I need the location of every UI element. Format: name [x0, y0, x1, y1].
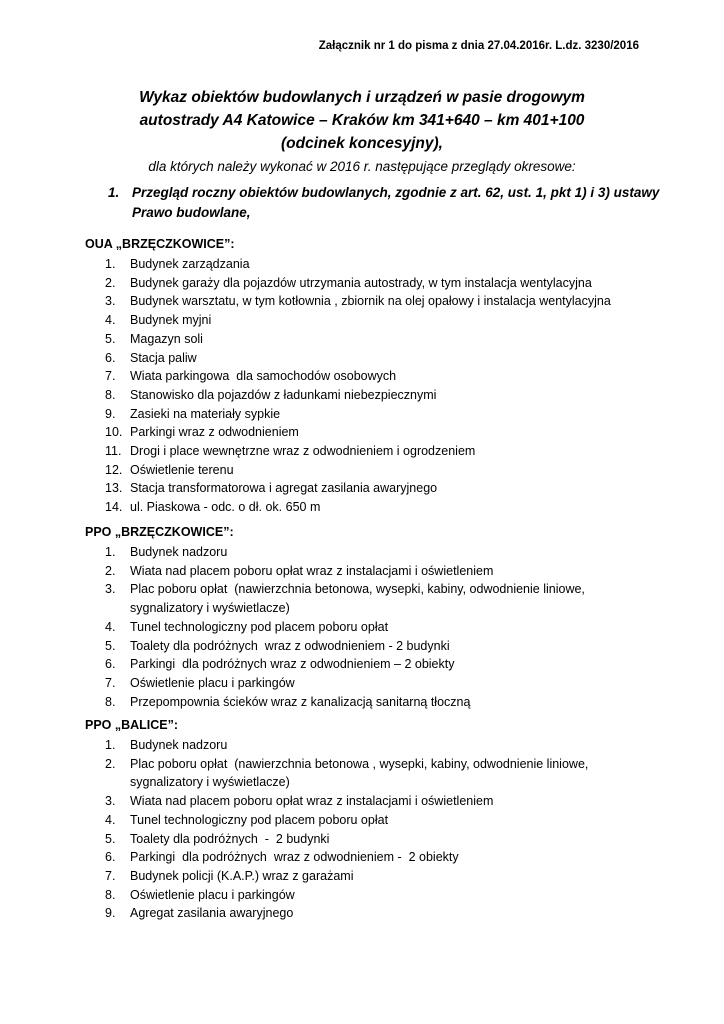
- list-item-number: 5.: [105, 331, 116, 346]
- list-item-number: 3.: [105, 294, 116, 309]
- title-line-3: (odcinek koncesyjny),: [281, 135, 443, 152]
- list-item-number: 6.: [105, 657, 116, 672]
- list-item: [85, 693, 645, 712]
- list-item-number: 7.: [105, 675, 116, 690]
- list-item: [85, 580, 645, 617]
- list-item-number: 5.: [105, 831, 116, 846]
- list-item-number: 7.: [105, 868, 116, 883]
- list-item: [85, 543, 645, 562]
- group-oua-brzeczkowice: [85, 235, 645, 517]
- attachment-note: Załącznik nr 1 do pisma z dnia 27.04.2016r. L.dz. 3230/2016: [318, 40, 639, 52]
- list-item-text: Oświetlenie terenu: [130, 462, 234, 477]
- list-item-text: Tunel technologiczny pod placem poboru opłat: [130, 619, 389, 634]
- list-item: [85, 886, 645, 905]
- group-ppo-balice: [85, 716, 645, 923]
- list-item-number: 10.: [105, 425, 123, 440]
- list-item-text: Agregat zasilania awaryjnego: [130, 906, 294, 921]
- list-item-text: Budynek nadzoru: [130, 738, 228, 752]
- list-item-number: 13.: [105, 481, 123, 496]
- list-item: [85, 255, 645, 274]
- list-item: [85, 867, 645, 886]
- list-item-text: Budynek warsztatu, w tym kotłownia , zbiornik na olej opałowy i instalacja wentylacyjna: [130, 294, 611, 309]
- list-item-number: 2.: [105, 756, 116, 771]
- list-item-text: Oświetlenie placu i parkingów: [130, 887, 295, 902]
- list-item-text: Budynek policji (K.A.P.) wraz z garażami: [130, 868, 354, 883]
- list-item-number: 4.: [105, 812, 116, 827]
- list-item-text: Budynek myjni: [130, 313, 212, 328]
- list-item-number: 11.: [105, 444, 122, 459]
- list-item-text: Oświetlenie placu i parkingów: [130, 675, 295, 690]
- list-item: [85, 349, 645, 368]
- list-item-text: Plac poboru opłat (nawierzchnia betonowa, wysepki, kabiny, odwodnienie liniowe, sygnalizatory i wyświetlacze): [130, 582, 585, 616]
- list-item: [85, 442, 645, 461]
- list-item-text: Wiata nad placem poboru opłat wraz z instalacjami i oświetleniem: [130, 563, 494, 578]
- list-item-number: 1.: [105, 738, 116, 752]
- list-item: [85, 311, 645, 330]
- document-title: [0, 86, 724, 177]
- list-item-text: Budynek nadzoru: [130, 545, 228, 559]
- list-item: [85, 637, 645, 656]
- list-item-number: 1.: [105, 545, 116, 559]
- list-item-number: 8.: [105, 887, 116, 902]
- list-item-text: Wiata parkingowa dla samochodów osobowych: [130, 369, 397, 384]
- list-item: [85, 830, 645, 849]
- list-item: [85, 423, 645, 442]
- group-title: PPO „BRZĘCZKOWICE”:: [85, 525, 234, 539]
- group-title: PPO „BALICE”:: [85, 718, 179, 732]
- list-item-text: Plac poboru opłat (nawierzchnia betonowa , wysepki, kabiny, odwodnienie liniowe, sygnalizatory i wyświetlacze): [130, 756, 589, 790]
- section-number: 1.: [108, 185, 120, 200]
- list-item: [85, 792, 645, 811]
- list-item: [85, 904, 645, 923]
- list-item-text: Zasieki na materiały sypkie: [130, 406, 281, 421]
- list-item: [85, 848, 645, 867]
- list-item-text: Drogi i place wewnętrzne wraz z odwodnieniem i ogrodzeniem: [130, 444, 476, 459]
- list-item: [85, 405, 645, 424]
- list-item-text: Toalety dla podróżnych wraz z odwodnieniem - 2 budynki: [130, 638, 450, 653]
- list-item-number: 8.: [105, 387, 116, 402]
- list-item-text: Toalety dla podróżnych - 2 budynki: [130, 831, 330, 846]
- group-ppo-brzeczkowice: [85, 523, 645, 711]
- document-subtitle: dla których należy wykonać w 2016 r. następujące przeglądy okresowe:: [148, 159, 576, 174]
- list-item: [85, 674, 645, 693]
- list-item-text: Wiata nad placem poboru opłat wraz z instalacjami i oświetleniem: [130, 794, 494, 809]
- list-item-number: 6.: [105, 350, 116, 365]
- list-item-text: Przepompownia ścieków wraz z kanalizacją sanitarną tłoczną: [130, 694, 471, 709]
- list-item-number: 4.: [105, 313, 116, 328]
- section-heading-line-1: Przegląd roczny obiektów budowlanych, zgodnie z art. 62, ust. 1, pkt 1) i 3) ustawy: [132, 185, 660, 200]
- list-item-number: 3.: [105, 794, 116, 809]
- list-item-number: 5.: [105, 638, 116, 653]
- item-list: [85, 255, 645, 517]
- list-item-text: Stacja transformatorowa i agregat zasilania awaryjnego: [130, 481, 438, 496]
- list-item-number: 4.: [105, 619, 116, 634]
- title-line-1: Wykaz obiektów budowlanych i urządzeń w pasie drogowym: [139, 89, 585, 106]
- list-item-number: 2.: [105, 275, 116, 290]
- list-item-text: Stacja paliw: [130, 350, 197, 365]
- list-item-number: 3.: [105, 582, 116, 597]
- list-item-text: Budynek garaży dla pojazdów utrzymania autostrady, w tym instalacja wentylacyjna: [130, 275, 592, 290]
- list-item: [85, 292, 645, 311]
- item-list: [85, 736, 645, 923]
- list-item-number: 14.: [105, 500, 123, 515]
- list-item: [85, 562, 645, 581]
- list-item: [85, 618, 645, 637]
- list-item: [85, 655, 645, 674]
- list-item-number: 2.: [105, 563, 116, 578]
- list-item-number: 7.: [105, 369, 116, 384]
- list-item-number: 8.: [105, 694, 116, 709]
- list-item: [85, 461, 645, 480]
- list-item: [85, 755, 645, 792]
- list-item-text: Magazyn soli: [130, 331, 203, 346]
- list-item: [85, 811, 645, 830]
- list-item: [85, 274, 645, 293]
- list-item-number: 1.: [105, 257, 116, 271]
- list-item-text: Budynek zarządzania: [130, 257, 250, 271]
- group-title: OUA „BRZĘCZKOWICE”:: [85, 237, 235, 251]
- list-item-number: 9.: [105, 406, 116, 421]
- list-item-text: Parkingi wraz z odwodnieniem: [130, 425, 299, 440]
- list-item-number: 9.: [105, 906, 116, 921]
- section-heading: [108, 183, 660, 223]
- list-item: [85, 498, 645, 517]
- list-item-text: Stanowisko dla pojazdów z ładunkami niebezpiecznymi: [130, 387, 437, 402]
- list-item-number: 12.: [105, 462, 123, 477]
- list-item: [85, 479, 645, 498]
- list-item-text: Tunel technologiczny pod placem poboru opłat: [130, 812, 389, 827]
- title-line-2: autostrady A4 Katowice – Kraków km 341+640 – km 401+100: [139, 112, 585, 129]
- list-item-text: ul. Piaskowa - odc. o dł. ok. 650 m: [130, 500, 321, 515]
- section-heading-line-2: Prawo budowlane,: [132, 205, 251, 220]
- list-item: [85, 367, 645, 386]
- list-item-number: 6.: [105, 850, 116, 865]
- list-item: [85, 330, 645, 349]
- list-item-text: Parkingi dla podróżnych wraz z odwodnieniem - 2 obiekty: [130, 850, 459, 865]
- list-item: [85, 736, 645, 755]
- list-item: [85, 386, 645, 405]
- list-item-text: Parkingi dla podróżnych wraz z odwodnieniem – 2 obiekty: [130, 657, 455, 672]
- item-list: [85, 543, 645, 711]
